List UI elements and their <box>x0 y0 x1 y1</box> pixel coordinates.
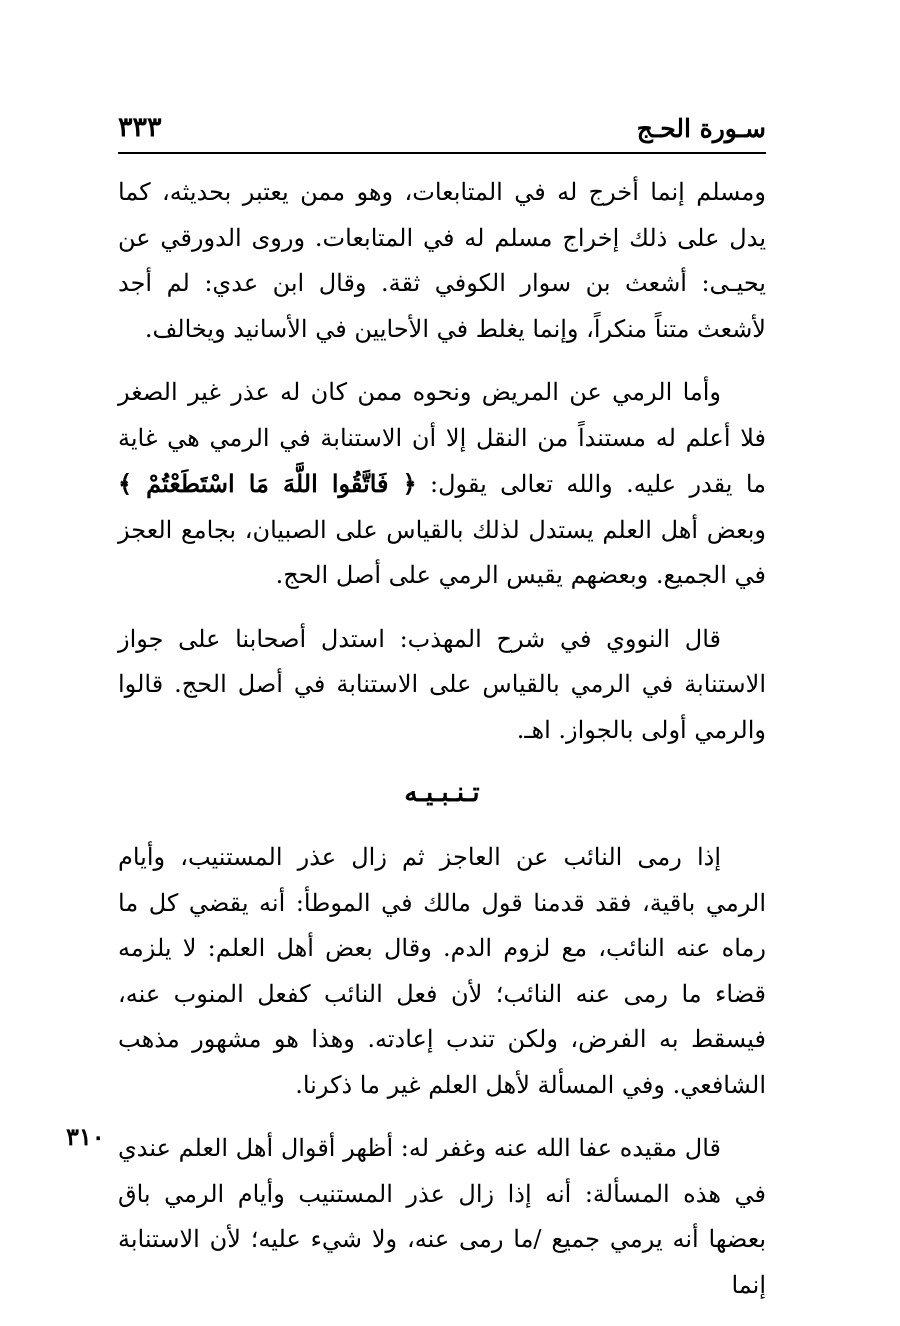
margin-page-reference: ٣١٠ <box>66 1122 105 1151</box>
body-text <box>118 170 766 1326</box>
running-title: سـورة الحـج <box>636 114 766 143</box>
paragraph-2-text-before: وأما الرمي عن المريض ونحوه ممن كان له عذر غير الصغر فلا أعلم له مستنداً من النقل إلا أن الاستنابة في الرمي هي غاية ما يقدر عليه. والله تعالى يقول: <box>118 378 766 498</box>
paragraph-2 <box>118 370 766 599</box>
paragraph-1: ومسلم إنما أخرج له في المتابعات، وهو ممن يعتبر بحديثه، كما يدل على ذلك إخراج مسلم له في المتابعات. وروى الدورقي عن يحيـى: أشعث بن سوار الكوفي ثقة. وقال ابن عدي: لم أجد لأشعث متناً منكراً، وإنما يغلط في الأحايين في الأسانيد ويخالف. <box>118 178 766 343</box>
page-number: ٣٣٣ <box>118 112 162 143</box>
section-heading: تـنـبـيـه <box>404 778 480 808</box>
paragraph-3: قال النووي في شرح المهذب: استدل أصحابنا على جواز الاستنابة في الرمي بالقياس على الاستنابة في أصل الحج. قالوا والرمي أولى بالجواز. اهـ. <box>118 624 766 744</box>
paragraph-5: قال مقيده عفا الله عنه وغفر له: أظهر أقوال أهل العلم عندي في هذه المسألة: أنه إذا زال عذر المستنيب وأيام الرمي باق بعضها أنه يرمي جميع /ما رمى عنه، ولا شيء عليه؛ لأن الاستنابة إنما <box>118 1134 766 1299</box>
paragraph-2-text-after: وبعض أهل العلم يستدل لذلك بالقياس على الصبيان، بجامع العجز في الجميع. وبعضهم يقيس الرمي على أصل الحج. <box>118 515 766 589</box>
page-header <box>118 108 766 154</box>
quran-verse: ﴿ فَاتَّقُوا اللَّهَ مَا اسْتَطَعْتُمْ ﴾ <box>118 469 417 498</box>
paragraph-4: إذا رمى النائب عن العاجز ثم زال عذر المستنيب، وأيام الرمي باقية، فقد قدمنا قول مالك في الموطأ: أنه يقضي كل ما رماه عنه النائب، مع لزوم الدم. وقال بعض أهل العلم: لا يلزمه قضاء ما رمى عنه النائب؛ لأن فعل النائب كفعل المنوب عنه، فيسقط به الفرض، ولكن تندب إعادته. وهذا هو مشهور مذهب الشافعي. وفي المسألة لأهل العلم غير ما ذكرنا. <box>118 843 767 1099</box>
